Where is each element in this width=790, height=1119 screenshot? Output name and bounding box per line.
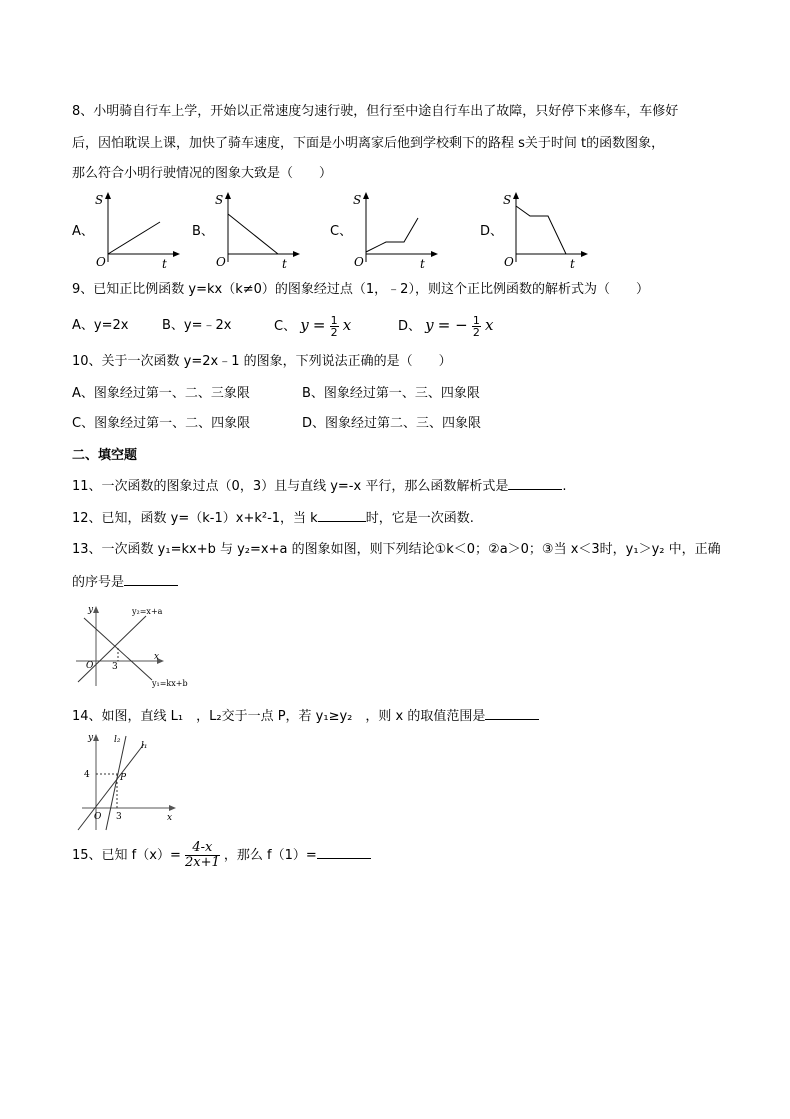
- q14-blank: [485, 706, 539, 720]
- q15-num: 4-x: [185, 841, 220, 856]
- point-p-label: P: [120, 773, 127, 783]
- q9-option-d: [398, 312, 493, 340]
- q8-graph-a: [90, 190, 180, 272]
- q8-option-d-label: D、: [480, 224, 504, 239]
- q9-option-a: A、y=2x: [72, 318, 129, 333]
- axis-s-label: S: [503, 193, 512, 207]
- q11-tail: .: [562, 479, 567, 494]
- q8-graph-b: [210, 190, 300, 272]
- tick-3-label: 3: [116, 812, 122, 822]
- q9-d-eq: = −: [437, 316, 468, 334]
- line-y1-label: y₁=kx+b: [152, 679, 188, 688]
- q10-option-a: A、图象经过第一、二、三象限: [72, 386, 250, 401]
- q9-option-c: [274, 312, 351, 340]
- q9-option-c-label: C、: [274, 319, 297, 334]
- q9-stem: 9、已知正比例函数 y=kx（k≠0）的图象经过点（1，﹣2），则这个正比例函数的解析式为（ ）: [72, 282, 649, 297]
- q8-graph-d: [498, 190, 588, 272]
- q8-option-b-label: B、: [192, 224, 214, 239]
- q9-c-num: 1: [330, 314, 338, 327]
- q8-line2: 后，因怕耽误上课，加快了骑车速度，下面是小明离家后他到学校剩下的路程 s关于时间 t的函数图象，: [72, 136, 665, 151]
- q9-d-x: x: [484, 316, 494, 334]
- q9-d-fraction: [472, 315, 481, 338]
- q8-option-c-label: C、: [330, 224, 353, 239]
- axis-s-label: S: [215, 193, 224, 207]
- q9-c-y: y: [300, 316, 309, 334]
- q8-graph-c: [348, 190, 438, 272]
- line-l1-label: l₁: [141, 741, 148, 751]
- q10-option-c: C、图象经过第一、二、四象限: [72, 416, 251, 431]
- origin-label: O: [86, 661, 94, 671]
- q13-line2: [72, 572, 178, 593]
- q15-mid: ，那么 f（1）=: [223, 848, 317, 863]
- q9-c-x: x: [342, 316, 352, 334]
- axis-t-label: t: [162, 257, 167, 271]
- q9-d-num: 1: [472, 314, 480, 327]
- q13-line1: 13、一次函数 y₁=kx+b 与 y₂=x+a 的图象如图，则下列结论①k＜0；②a＞0；③当 x＜3时，y₁＞y₂ 中，正确: [72, 542, 721, 557]
- axis-x-label: x: [154, 652, 160, 662]
- q15-fraction: [185, 841, 220, 870]
- q9-option-b: B、y=﹣2x: [162, 318, 232, 333]
- origin-label: O: [96, 255, 106, 269]
- tick-3-label: 3: [112, 662, 118, 672]
- q13-line2-text: 的序号是: [72, 575, 125, 590]
- q12: [72, 508, 474, 529]
- q10-option-b: B、图象经过第一、三、四象限: [302, 386, 480, 401]
- axis-s-label: S: [353, 193, 362, 207]
- tick-4-label: 4: [84, 770, 90, 780]
- section-title: 二、填空题: [72, 448, 138, 463]
- axis-t-label: t: [282, 257, 287, 271]
- q15: [72, 838, 371, 874]
- q9-option-d-label: D、: [398, 319, 422, 334]
- axis-x-label: x: [167, 813, 173, 823]
- q11: [72, 476, 566, 497]
- q14-graph: [78, 730, 178, 832]
- q12-blank: [318, 508, 366, 522]
- axis-t-label: t: [570, 257, 575, 271]
- q14: [72, 706, 539, 727]
- q9-c-den: 2: [330, 326, 338, 339]
- q9-d-den: 2: [472, 326, 480, 339]
- axis-s-label: S: [95, 193, 104, 207]
- axis-y-label: y: [88, 605, 94, 615]
- line-y2-label: y₂=x+a: [132, 607, 163, 616]
- q9-c-fraction: [330, 315, 339, 338]
- q11-blank: [508, 476, 562, 490]
- q8-line3: 那么符合小明行驶情况的图象大致是（ ）: [72, 166, 333, 181]
- q8-option-a-label: A、: [72, 224, 94, 239]
- origin-label: O: [504, 255, 514, 269]
- q15-den: 2x+1: [184, 855, 220, 870]
- origin-label: O: [94, 812, 102, 822]
- q11-text: 11、一次函数的图象过点（0，3）且与直线 y=-x 平行，那么函数解析式是: [72, 479, 509, 494]
- axis-y-label: y: [88, 733, 94, 743]
- line-l2-label: l₂: [114, 735, 121, 745]
- origin-label: O: [354, 255, 364, 269]
- q14-text: 14、如图，直线 L₁ ，L₂交于一点 P，若 y₁≥y₂ ，则 x 的取值范围是: [72, 709, 486, 724]
- q15-pre: 15、已知 f（x）=: [72, 848, 181, 863]
- q13-blank: [124, 572, 178, 586]
- q15-blank: [317, 845, 371, 859]
- q10-stem: 10、关于一次函数 y=2x﹣1 的图象，下列说法正确的是（ ）: [72, 354, 452, 369]
- q9-d-y: y: [425, 316, 434, 334]
- axis-t-label: t: [420, 257, 425, 271]
- origin-label: O: [216, 255, 226, 269]
- q9-c-eq: =: [312, 316, 326, 334]
- q8-line1: 8、小明骑自行车上学，开始以正常速度匀速行驶，但行至中途自行车出了故障，只好停下来修车，车修好: [72, 104, 679, 119]
- q13-graph: [74, 604, 214, 688]
- q12-tail: 时，它是一次函数.: [365, 511, 474, 526]
- q12-text: 12、已知，函数 y=（k-1）x+k²-1，当 k: [72, 511, 318, 526]
- q10-option-d: D、图象经过第二、三、四象限: [302, 416, 482, 431]
